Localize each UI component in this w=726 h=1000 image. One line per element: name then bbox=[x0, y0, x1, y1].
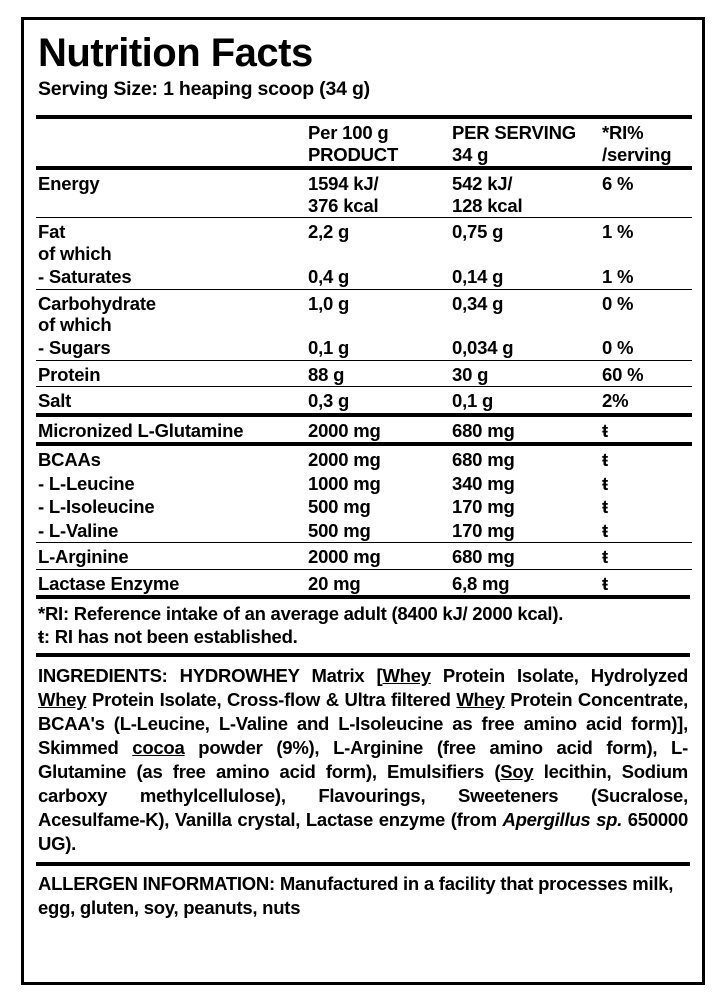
allergen-whey-1: Whey bbox=[382, 664, 431, 686]
allergen-heading: ALLERGEN INFORMATION: bbox=[38, 873, 275, 895]
row-per-100g: 0,3 g bbox=[308, 387, 452, 415]
row-per-100g: 500 mg bbox=[308, 519, 371, 541]
row-per-serving: 0,34 g bbox=[452, 289, 602, 336]
row-per-100g: 2000 mg bbox=[308, 444, 452, 471]
ingredients-text-5: powder (9%), L-Arginine (free amino acid form), L-Glutamine (as free amino acid form), Emulsifiers ( bbox=[38, 737, 688, 783]
row-per-100g: 20 mg bbox=[308, 569, 452, 595]
table-row bbox=[36, 543, 692, 569]
allergen-soy: Soy bbox=[500, 761, 534, 783]
row-label: Salt bbox=[36, 387, 308, 415]
header-per-serving bbox=[452, 117, 602, 168]
header-per-serving-line1: PER SERVING bbox=[452, 122, 576, 144]
table-row bbox=[36, 218, 692, 265]
ingredients-text-1: HYDROWHEY Matrix [ bbox=[167, 664, 383, 686]
row-per-serving: 0,1 g bbox=[452, 387, 602, 415]
row-per-100g bbox=[308, 168, 452, 217]
row-per-100g-line1: 1594 kJ/ bbox=[308, 173, 379, 195]
row-per-100g: 1,0 g bbox=[308, 289, 452, 336]
row-ri: ŧ bbox=[602, 569, 692, 595]
row-ri: ŧ bbox=[602, 543, 692, 569]
ingredients-text-2: Protein Isolate, Hydrolyzed bbox=[430, 664, 688, 686]
ingredients-species-name: Apergillus sp. bbox=[502, 809, 623, 831]
header-nutrient bbox=[36, 117, 308, 168]
table-row bbox=[36, 265, 692, 289]
header-per-serving-line2: 34 g bbox=[452, 143, 489, 165]
ingredients-text-4: Protein Concentrate, BCAA's (L-Leucine, L-Valine and L-Isoleucine as free amino acid form)], Skimmed bbox=[38, 688, 689, 759]
row-label: Protein bbox=[36, 360, 308, 386]
row-per-serving: 340 mg bbox=[452, 472, 515, 494]
row-per-serving: 30 g bbox=[452, 360, 602, 386]
row-label: - L-Isoleucine bbox=[38, 496, 155, 518]
allergen-information-section bbox=[36, 866, 690, 919]
row-per-100g: 88 g bbox=[308, 360, 452, 386]
row-ri: 1 % bbox=[602, 218, 692, 265]
row-per-serving: 0,14 g bbox=[452, 266, 504, 288]
ri-footnote-line2: ŧ: RI has not been established. bbox=[38, 625, 298, 647]
row-per-serving: 0,75 g bbox=[452, 218, 602, 265]
row-ri: ŧ bbox=[602, 472, 608, 494]
row-ri: ŧ bbox=[602, 444, 692, 471]
row-ri: 60 % bbox=[602, 360, 692, 386]
table-row bbox=[36, 495, 692, 518]
row-per-serving: 6,8 mg bbox=[452, 569, 602, 595]
header-ri bbox=[602, 117, 692, 168]
allergen-whey-3: Whey bbox=[456, 688, 505, 710]
table-row bbox=[36, 519, 692, 543]
row-per-100g: 2000 mg bbox=[308, 543, 452, 569]
table-row bbox=[36, 569, 692, 595]
row-per-serving-line1: 542 kJ/ bbox=[452, 173, 513, 195]
row-ri: 0 % bbox=[602, 337, 634, 359]
nutrition-facts-label bbox=[21, 17, 705, 985]
row-label: Lactase Enzyme bbox=[36, 569, 308, 595]
row-per-100g: 0,1 g bbox=[308, 337, 350, 359]
row-label-line2: of which bbox=[38, 314, 112, 336]
row-label: Energy bbox=[36, 168, 308, 217]
row-ri: 1 % bbox=[602, 266, 634, 288]
row-per-serving bbox=[452, 168, 602, 217]
row-ri: ŧ bbox=[602, 415, 692, 444]
row-label: L-Arginine bbox=[36, 543, 308, 569]
header-per-100g bbox=[308, 117, 452, 168]
row-per-serving: 680 mg bbox=[452, 444, 602, 471]
row-label: - L-Valine bbox=[38, 519, 119, 541]
row-label bbox=[36, 218, 308, 265]
row-label: - L-Leucine bbox=[38, 472, 135, 494]
allergen-cocoa: cocoa bbox=[132, 737, 185, 759]
table-row bbox=[36, 360, 692, 386]
header-per-100g-line2: PRODUCT bbox=[308, 143, 399, 165]
table-row bbox=[36, 472, 692, 495]
allergen-whey-2: Whey bbox=[38, 688, 87, 710]
row-per-serving: 170 mg bbox=[452, 496, 515, 518]
row-ri: 0 % bbox=[602, 289, 692, 336]
row-per-100g-line2: 376 kcal bbox=[308, 194, 379, 216]
row-label: BCAAs bbox=[36, 444, 308, 471]
row-per-serving: 680 mg bbox=[452, 543, 602, 569]
ingredients-text-7: 650000 UG). bbox=[38, 809, 689, 855]
row-label-line1: Carbohydrate bbox=[38, 292, 156, 314]
row-ri: ŧ bbox=[602, 496, 608, 518]
row-per-100g: 1000 mg bbox=[308, 472, 381, 494]
row-per-serving: 170 mg bbox=[452, 519, 515, 541]
ingredients-section bbox=[36, 657, 690, 866]
table-row bbox=[36, 387, 692, 415]
row-per-100g: 2,2 g bbox=[308, 218, 452, 265]
row-per-serving: 680 mg bbox=[452, 415, 602, 444]
nutrition-table bbox=[36, 115, 692, 595]
row-ri: 6 % bbox=[602, 168, 692, 217]
row-per-100g: 500 mg bbox=[308, 496, 371, 518]
table-header-row bbox=[36, 117, 692, 168]
row-label: Micronized L-Glutamine bbox=[36, 415, 308, 444]
row-per-100g: 2000 mg bbox=[308, 415, 452, 444]
ri-footnote-line1: *RI: Reference intake of an average adult (8400 kJ/ 2000 kcal). bbox=[38, 603, 564, 624]
row-label-line2: of which bbox=[38, 242, 112, 264]
row-per-serving-line2: 128 kcal bbox=[452, 194, 523, 216]
ingredients-text-3: Protein Isolate, Cross-flow & Ultra filtered bbox=[86, 688, 457, 710]
table-row bbox=[36, 415, 692, 444]
ri-footnotes bbox=[36, 595, 690, 657]
page-title: Nutrition Facts bbox=[38, 31, 313, 75]
serving-size: Serving Size: 1 heaping scoop (34 g) bbox=[38, 78, 370, 101]
table-row bbox=[36, 444, 692, 471]
header-per-100g-line1: Per 100 g bbox=[308, 122, 389, 144]
row-ri: 2% bbox=[602, 387, 692, 415]
table-row bbox=[36, 289, 692, 336]
row-label: - Sugars bbox=[38, 337, 111, 359]
header-ri-line2: /serving bbox=[602, 143, 672, 165]
table-row bbox=[36, 168, 692, 217]
ingredients-text-6: lecithin, Sodium carboxy methylcellulose), Flavourings, Sweeteners (Sucralose, Acesulfame-K), Vanilla crystal, Lactase enzyme (from bbox=[38, 761, 689, 831]
row-label bbox=[36, 289, 308, 336]
row-label: - Saturates bbox=[38, 266, 132, 288]
row-ri: ŧ bbox=[602, 519, 608, 541]
row-label-line1: Fat bbox=[38, 221, 66, 243]
ingredients-heading: INGREDIENTS: bbox=[38, 664, 168, 686]
allergen-text: Manufactured in a facility that processes milk, egg, gluten, soy, peanuts, nuts bbox=[38, 873, 674, 918]
header-ri-line1: *RI% bbox=[602, 122, 644, 144]
row-per-serving: 0,034 g bbox=[452, 337, 514, 359]
table-row bbox=[36, 336, 692, 360]
row-per-100g: 0,4 g bbox=[308, 266, 350, 288]
